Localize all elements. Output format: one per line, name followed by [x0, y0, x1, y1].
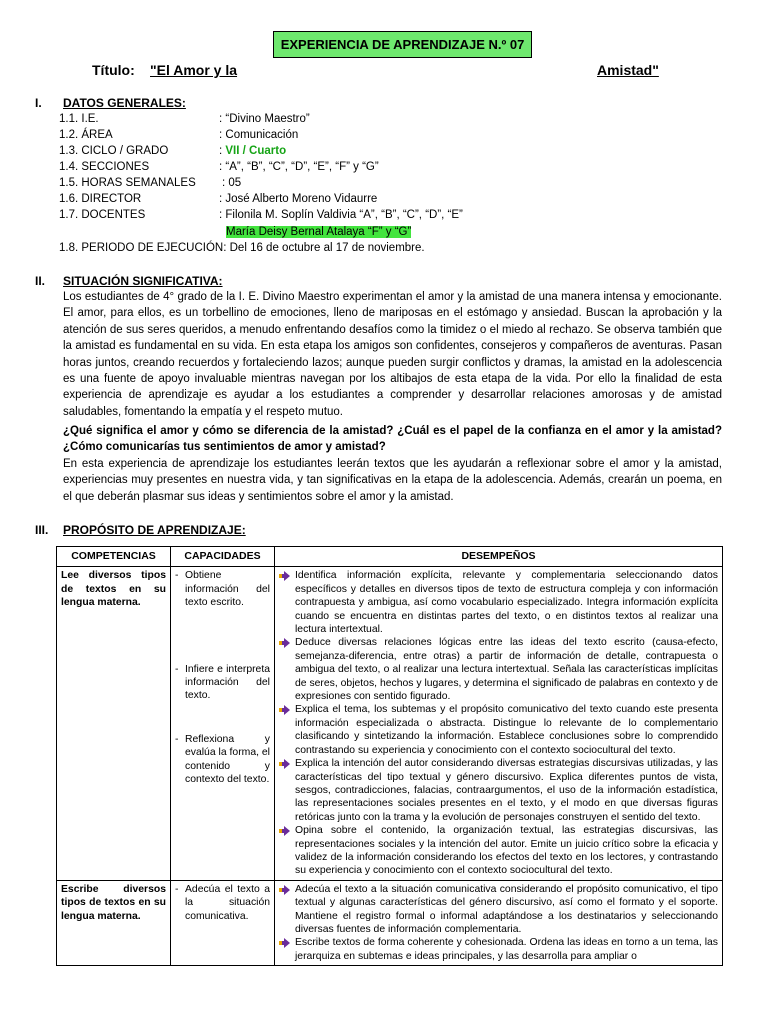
- capacidad-item: - Obtiene información del texto escrito.: [175, 570, 270, 609]
- section1-number: I.: [35, 96, 42, 110]
- competencia-cell: Escribe diversos tipos de textos en su lengua materna.: [57, 880, 171, 965]
- table-header-row: [57, 547, 723, 567]
- desempeno-item: Escribe textos de forma coherente y cohesionada. Ordena las ideas en torno a un tema, las jerarquiza en subtemas e ideas principales, y las desarrolla para ampliar o: [279, 936, 718, 963]
- ciclo-grado-value: VII / Cuarto: [225, 145, 287, 157]
- desempeno-item: Explica el tema, los subtemas y el propósito comunicativo del texto cuando este presenta información especializada o abstracta. Distingue lo relevante de lo complementario clasificando y sintetizando la información. Establece conclusiones sobre lo comprendido contrastando su experiencia y conocimiento con el contexto sociocultural del texto.: [279, 703, 718, 757]
- header-competencias: COMPETENCIAS: [57, 547, 171, 567]
- document-title-box: [273, 31, 532, 58]
- desempenos-cell: [275, 567, 723, 880]
- desempeno-item: Deduce diversas relaciones lógicas entre las ideas del texto escrito (causa-efecto, semejanza-diferencia, entre otras) a partir de información de detalle, contrapuesta o ambigua del texto, o al realizar una lectura intertextual. Señala las características implícitas de seres, objetos, hechos y lugares, y determina el significado de palabras en contexto y de expresiones con sentido figurado.: [279, 636, 718, 703]
- docente2-line: [226, 224, 411, 240]
- arrow-bullet-icon: [279, 636, 295, 703]
- table-row: [57, 880, 723, 965]
- situacion-paragraph-2: En esta experiencia de aprendizaje los estudiantes leerán textos que les ayudarán a reflexionar sobre el amor y la amistad, experiencias muy presentes en nuestra vida, y tan significativas en la etapa de la adolescencia. Además, crearán un poema, en el que deberán plasmar sus ideas y sentimientos sobre el amor y la amistad.: [63, 458, 722, 503]
- capacidad-item: - Adecúa el texto a la situación comunicativa.: [175, 883, 270, 922]
- datos-value-ciclo: [219, 143, 286, 159]
- capacidades-cell: [171, 567, 275, 880]
- arrow-bullet-icon: [279, 757, 295, 824]
- desempenos-cell: [275, 880, 723, 965]
- section2-number: II.: [35, 274, 46, 288]
- proposito-table: [56, 546, 723, 966]
- capacidad-item: - Reflexiona y evalúa la forma, el contenido y contexto del texto.: [175, 733, 270, 786]
- arrow-bullet-icon: [279, 703, 295, 757]
- datos-label: 1.5. HORAS SEMANALES: [59, 177, 196, 189]
- datos-label: 1.2. ÁREA: [59, 129, 113, 141]
- periodo-ejecucion: 1.8. PERIODO DE EJECUCIÓN: Del 16 de octubre al 17 de noviembre.: [59, 242, 425, 254]
- arrow-bullet-icon: [279, 569, 295, 636]
- docente2-highlighted: María Deisy Bernal Atalaya “F” y “G”: [226, 226, 412, 238]
- datos-label: 1.7. DOCENTES: [59, 209, 146, 221]
- datos-label: 1.6. DIRECTOR: [59, 193, 142, 205]
- table-row: [57, 567, 723, 880]
- document-title: EXPERIENCIA DE APRENDIZAJE N.º 07: [280, 37, 525, 52]
- datos-label: 1.4. SECCIONES: [59, 161, 150, 173]
- competencia-cell: Lee diversos tipos de textos en su lengua materna.: [57, 567, 171, 880]
- datos-label: 1.3. CICLO / GRADO: [59, 145, 169, 157]
- arrow-bullet-icon: [279, 936, 295, 963]
- datos-value: : “A”, “B”, “C”, “D”, “E”, “F” y “G”: [219, 161, 379, 173]
- desempeno-item: Adecúa el texto a la situación comunicativa considerando el propósito comunicativo, el tipo textual y algunas características del género discursivo, así como el formato y el soporte. Mantiene el registro formal o informal adaptándose a los destinatarios y seleccionando diversas fuentes de información complementaria.: [279, 883, 718, 937]
- section2-title: SITUACIÓN SIGNIFICATIVA:: [63, 274, 223, 288]
- titulo-label: Título:: [92, 62, 135, 78]
- situacion-paragraph: Los estudiantes de 4° grado de la I. E. Divino Maestro experimentan el amor y la amistad de una manera intensa y emocionante. El amor, para ellos, es un torbellino de emociones, lleno de mariposas en el estómago y ansiedad. Buscan la aprobación y la atención de sus seres queridos, a menudo enfrentando desafíos como la timidez o el miedo al rechazo. Se observa también que la amistad es fundamental en su vida. En esta etapa los amigos son confidentes, consejeros y compañeros de aventuras. Pasan horas juntos, creando recuerdos y fortaleciendo lazos; aunque pueden surgir conflictos y dramas, la amistad en la adolescencia es una fuente de apoyo invaluable mientras navegan por los altibajos de esta etapa de la vida. Por ello la finalidad de esta experiencia de aprendizaje es ayudar a los estudiantes a comprender y desarrollar relaciones amorosas y de amistad saludables, fomentando la empatía y el respeto mutuo.: [63, 291, 722, 418]
- datos-row-ie: [59, 111, 99, 127]
- datos-value: : Filonila M. Soplín Valdivia “A”, “B”, “C”, “D”, “E”: [219, 209, 463, 221]
- situacion-question: ¿Qué significa el amor y cómo se diferencia de la amistad? ¿Cuál es el papel de la confianza en el amor y la amistad? ¿Cómo comunicarías tus sentimientos de amor y amistad?: [63, 425, 722, 454]
- datos-value: : “Divino Maestro”: [219, 113, 310, 125]
- desempeno-item: Identifica información explícita, relevante y complementaria seleccionando datos específicos y detalles en diversos tipos de texto de estructura compleja y con información contrapuesta y ambigua, así como vocabulario especializado. Integra información explícita cuando se encuentra en distintas partes del texto, o en distintos textos al realizar una lectura intertextual.: [279, 569, 718, 636]
- titulo-text-part2: Amistad": [597, 62, 659, 78]
- datos-value-prefix: :: [219, 145, 226, 157]
- header-desempenos: DESEMPEÑOS: [275, 547, 723, 567]
- titulo-text-part1: "El Amor y la: [150, 62, 238, 78]
- datos-label: 1.1. I.E.: [59, 113, 99, 125]
- arrow-bullet-icon: [279, 883, 295, 937]
- section1-title: DATOS GENERALES:: [63, 96, 186, 110]
- capacidades-cell: [171, 880, 275, 965]
- header-capacidades: CAPACIDADES: [171, 547, 275, 567]
- capacidad-item: - Infiere e interpreta información del texto.: [175, 663, 270, 702]
- desempeno-item: Explica la intención del autor considerando diversas estrategias discursivas utilizadas, y las características del tipo textual y género discursivo. Explica diferentes puntos de vista, sesgos, contradicciones, falacias, contraargumentos, el uso de la información estadística, las representaciones sociales presentes en el texto, y el modo en que diversas figuras retóricas junto con la trama y la evolución de personajes construyen el sentido del texto.: [279, 757, 718, 824]
- datos-value: : 05: [222, 177, 242, 189]
- section3-number: III.: [35, 523, 49, 537]
- desempeno-item: Opina sobre el contenido, la organización textual, las estrategias discursivas, las representaciones sociales y la intención del autor. Emite un juicio crítico sobre la eficacia y validez de la información considerando los efectos del texto en los lectores, y contrastando su experiencia y conocimiento con el contexto sociocultural del texto.: [279, 824, 718, 878]
- section3-title: PROPÓSITO DE APRENDIZAJE:: [63, 523, 246, 537]
- arrow-bullet-icon: [279, 824, 295, 878]
- datos-value: : José Alberto Moreno Vidaurre: [219, 193, 378, 205]
- datos-value: : Comunicación: [219, 129, 299, 141]
